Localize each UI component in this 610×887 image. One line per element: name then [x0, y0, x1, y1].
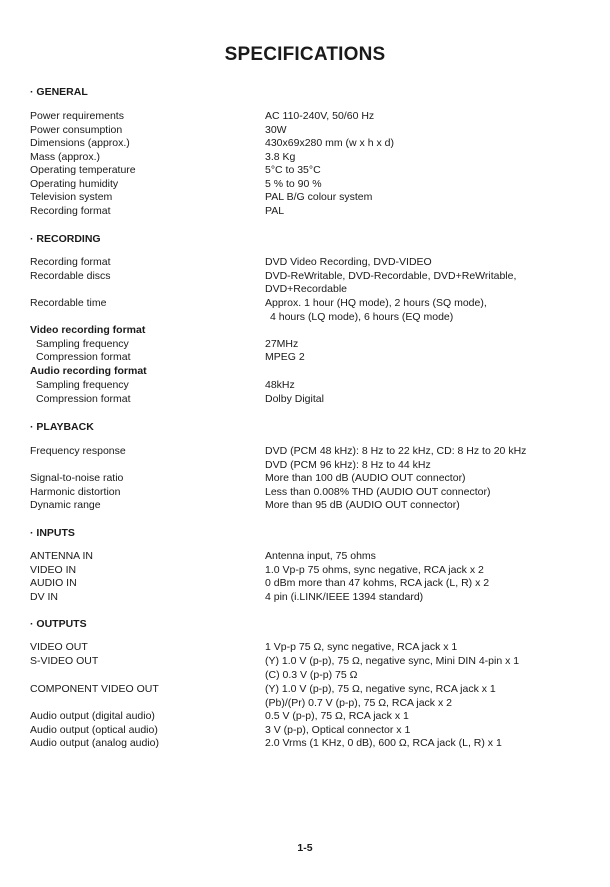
spec-label: Mass (approx.) [30, 150, 101, 163]
spec-label: Recording format [30, 204, 111, 217]
spec-value: 3.8 Kg [265, 150, 296, 163]
spec-value: Approx. 1 hour (HQ mode), 2 hours (SQ mode), [265, 297, 487, 309]
spec-value: (Pb)/(Pr) 0.7 V (p-p), 75 Ω, RCA jack x 2 [265, 696, 452, 709]
spec-value: 4 hours (LQ mode), 6 hours (EQ mode) [270, 310, 454, 323]
spec-value: PAL B/G colour system [265, 191, 373, 203]
spec-label: Frequency response [30, 445, 126, 457]
spec-value: 4 pin (i.LINK/IEEE 1394 standard) [265, 590, 424, 603]
section-heading-playback: · PLAYBACK [30, 421, 94, 433]
spec-label: Television system [30, 191, 113, 203]
spec-value: Less than 0.008% THD (AUDIO OUT connector) [265, 485, 491, 498]
page-number: 1-5 [297, 842, 313, 854]
spec-label: Operating humidity [30, 177, 119, 190]
spec-value: MPEG 2 [265, 351, 305, 363]
spec-label: Recording format [30, 256, 111, 268]
spec-label: Harmonic distortion [30, 485, 121, 498]
spec-value: 3 V (p-p), Optical connector x 1 [265, 723, 411, 736]
spec-label: Compression format [36, 351, 131, 363]
spec-value: More than 95 dB (AUDIO OUT connector) [265, 499, 460, 511]
spec-label: VIDEO OUT [30, 641, 88, 653]
spec-value: (C) 0.3 V (p-p) 75 Ω [265, 668, 358, 681]
section-heading-outputs: · OUTPUTS [30, 618, 87, 630]
spec-value: DVD (PCM 96 kHz): 8 Hz to 44 kHz [265, 458, 431, 471]
spec-value: DVD+Recordable [265, 283, 348, 295]
spec-value: 5°C to 35°C [265, 164, 321, 176]
spec-value: 48kHz [265, 378, 295, 391]
spec-label: Recordable discs [30, 269, 111, 282]
spec-label: Operating temperature [30, 164, 136, 176]
spec-label: Recordable time [30, 297, 107, 309]
spec-label: Audio output (optical audio) [30, 723, 158, 736]
spec-value: Dolby Digital [265, 392, 324, 405]
spec-label: Power consumption [30, 123, 123, 136]
spec-label: Sampling frequency [36, 378, 129, 391]
spec-value: 430x69x280 mm (w x h x d) [265, 137, 394, 149]
spec-value: 2.0 Vrms (1 KHz, 0 dB), 600 Ω, RCA jack (L, R) x 1 [265, 737, 502, 749]
spec-label: Dimensions (approx.) [30, 137, 130, 149]
spec-value: DVD-ReWritable, DVD-Recordable, DVD+ReWritable, [265, 269, 517, 282]
spec-value: Antenna input, 75 ohms [265, 550, 376, 562]
spec-value: DVD (PCM 48 kHz): 8 Hz to 22 kHz, CD: 8 Hz to 20 kHz [265, 445, 527, 457]
spec-label: AUDIO IN [30, 577, 77, 589]
spec-value: AC 110-240V, 50/60 Hz [265, 110, 375, 122]
spec-value: 0.5 V (p-p), 75 Ω, RCA jack x 1 [265, 710, 409, 722]
spec-label: DV IN [30, 590, 59, 603]
spec-label: VIDEO IN [30, 563, 77, 576]
spec-value: (Y) 1.0 V (p-p), 75 Ω, negative sync, RCA jack x 1 [265, 683, 496, 695]
spec-label: Power requirements [30, 110, 124, 122]
spec-value: PAL [265, 204, 285, 217]
spec-value: 1 Vp-p 75 Ω, sync negative, RCA jack x 1 [265, 641, 458, 653]
subheading-audio-format: Audio recording format [30, 365, 147, 377]
section-heading-inputs: · INPUTS [30, 527, 75, 539]
spec-value: 0 dBm more than 47 kohms, RCA jack (L, R) x 2 [265, 577, 490, 589]
spec-label: Dynamic range [30, 499, 101, 511]
spec-label: Sampling frequency [36, 337, 129, 350]
spec-value: (Y) 1.0 V (p-p), 75 Ω, negative sync, Mini DIN 4-pin x 1 [265, 655, 520, 667]
spec-value: More than 100 dB (AUDIO OUT connector) [265, 472, 466, 484]
spec-label: ANTENNA IN [30, 550, 94, 562]
spec-value: DVD Video Recording, DVD-VIDEO [265, 256, 432, 268]
spec-label: COMPONENT VIDEO OUT [30, 683, 159, 695]
spec-label: Audio output (digital audio) [30, 710, 155, 722]
spec-label: S-VIDEO OUT [30, 655, 99, 667]
page-title: SPECIFICATIONS [224, 44, 386, 65]
spec-value: 5 % to 90 % [265, 177, 322, 190]
spec-label: Signal-to-noise ratio [30, 472, 124, 484]
spec-label: Audio output (analog audio) [30, 737, 160, 749]
spec-value: 1.0 Vp-p 75 ohms, sync negative, RCA jack x 2 [265, 563, 484, 576]
section-heading-recording: · RECORDING [30, 233, 101, 245]
spec-value: 27MHz [265, 337, 299, 350]
subheading-video-format: Video recording format [30, 324, 146, 336]
spec-value: 30W [265, 123, 287, 136]
section-heading-general: · GENERAL [30, 86, 88, 98]
spec-label: Compression format [36, 392, 131, 405]
